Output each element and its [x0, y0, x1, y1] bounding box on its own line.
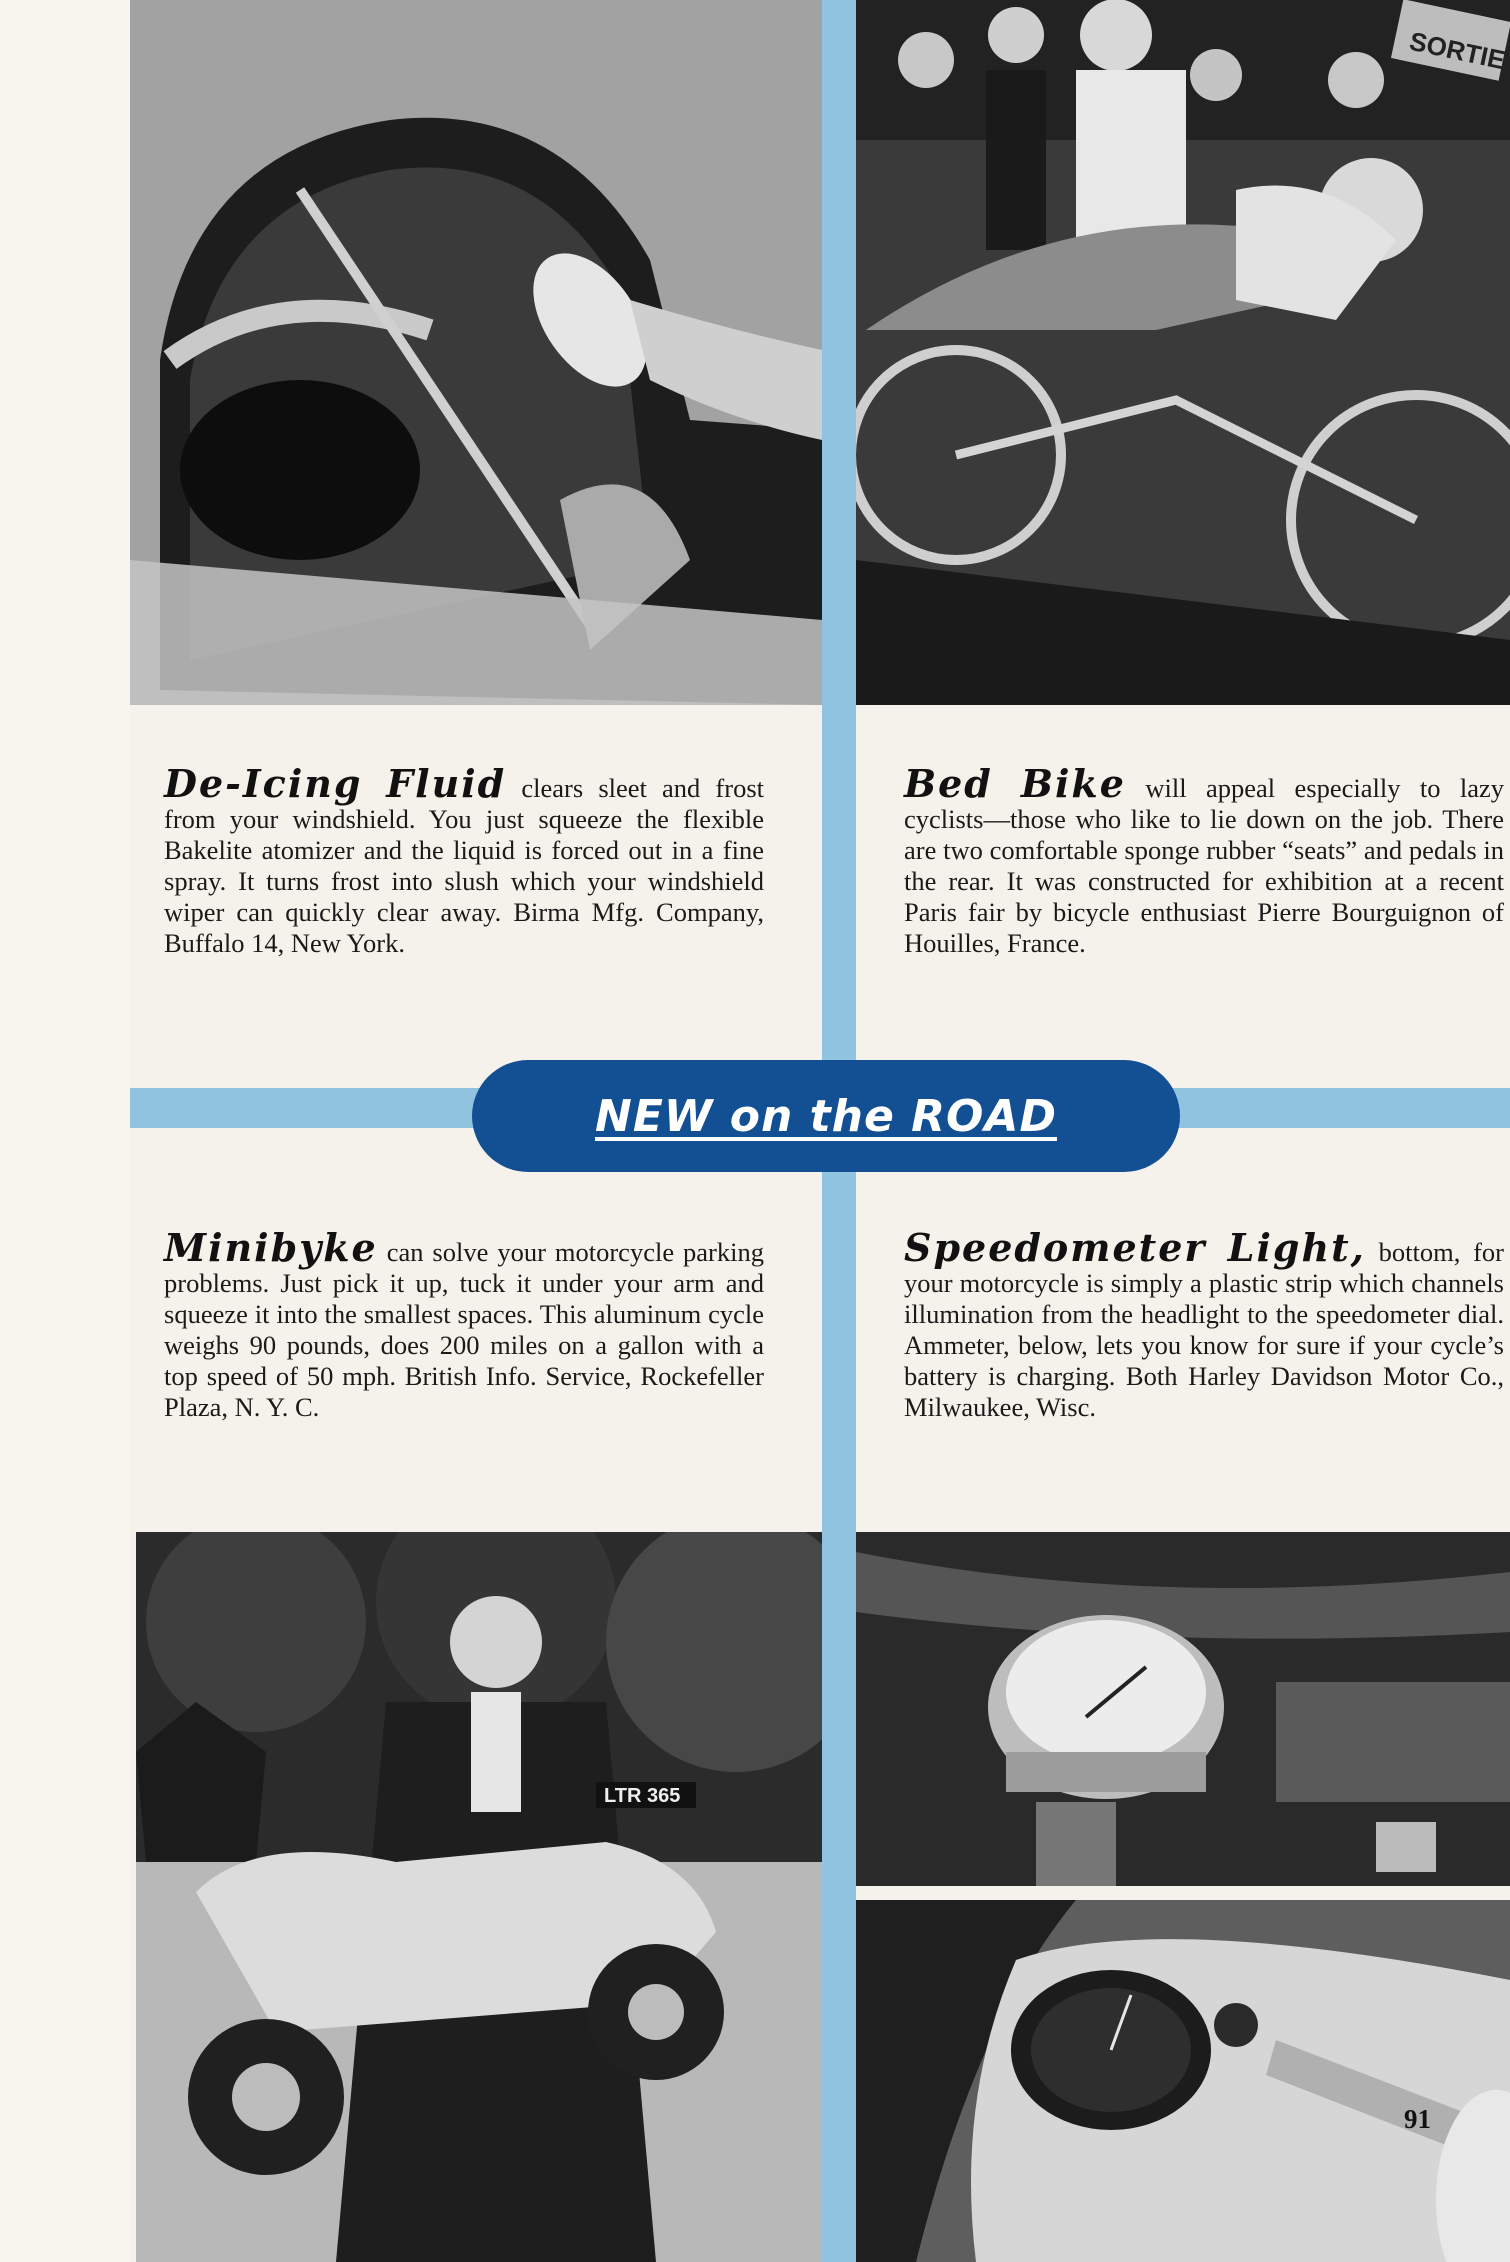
minibyke-body: can solve your motorcycle parking problems. Just pick it up, tuck it under your arm and squeeze it into the smallest spaces. This aluminum cycle weighs 90 pounds, does 200 miles on a gallon with a top speed of 50 mph. British Info. Service, Rockefeller Plaza, N. Y. C.	[164, 1237, 764, 1422]
bedbike-headline: Bed Bike	[904, 761, 1126, 806]
speedometer-headline: Speedometer Light,	[904, 1225, 1366, 1270]
speedometer-caption	[904, 1225, 1504, 1423]
bedbike-body: will appeal especially to lazy cyclists—those who like to lie down on the job. There are two comfortable sponge rubber “seats” and pedals in the rear. It was constructed for exhibition at a recent Paris fair by bicycle enthusiast Pierre Bourguignon of Houilles, France.	[904, 773, 1505, 958]
deicing-headline: De-Icing Fluid	[164, 761, 507, 806]
minibyke-headline: Minibyke	[164, 1225, 378, 1270]
minibyke-caption	[164, 1225, 764, 1423]
bedbike-photo	[856, 0, 1510, 705]
section-title: NEW on the ROAD	[595, 1090, 1057, 1142]
speedometer-photo	[856, 1900, 1510, 2262]
deicing-caption	[164, 761, 764, 959]
page-number: 91	[1404, 2104, 1431, 2134]
license-plate-text: LTR 365	[604, 1785, 681, 1807]
section-banner	[472, 1060, 1180, 1172]
minibyke-photo	[136, 1532, 822, 2262]
deicing-photo	[130, 0, 822, 705]
ammeter-photo	[856, 1532, 1510, 1886]
page-margin	[0, 0, 130, 2262]
deicing-body: clears sleet and frost from your windshield. You just squeeze the flexible Bakelite atomizer and the liquid is forced out in a fine spray. It turns frost into slush which your windshield wiper can quickly clear away. Birma Mfg. Company, Buffalo 14, New York.	[164, 773, 764, 958]
bedbike-caption	[904, 761, 1505, 959]
sortie-sign-text: SORTIE	[1406, 25, 1508, 76]
speedometer-body: bottom, for your motorcycle is simply a plastic strip which channels illumination from the headlight to the speedometer dial. Ammeter, below, lets you know for sure if your cycle’s battery is charging. Both Harley Davidson Motor Co., Milwaukee, Wisc.	[904, 1237, 1504, 1422]
